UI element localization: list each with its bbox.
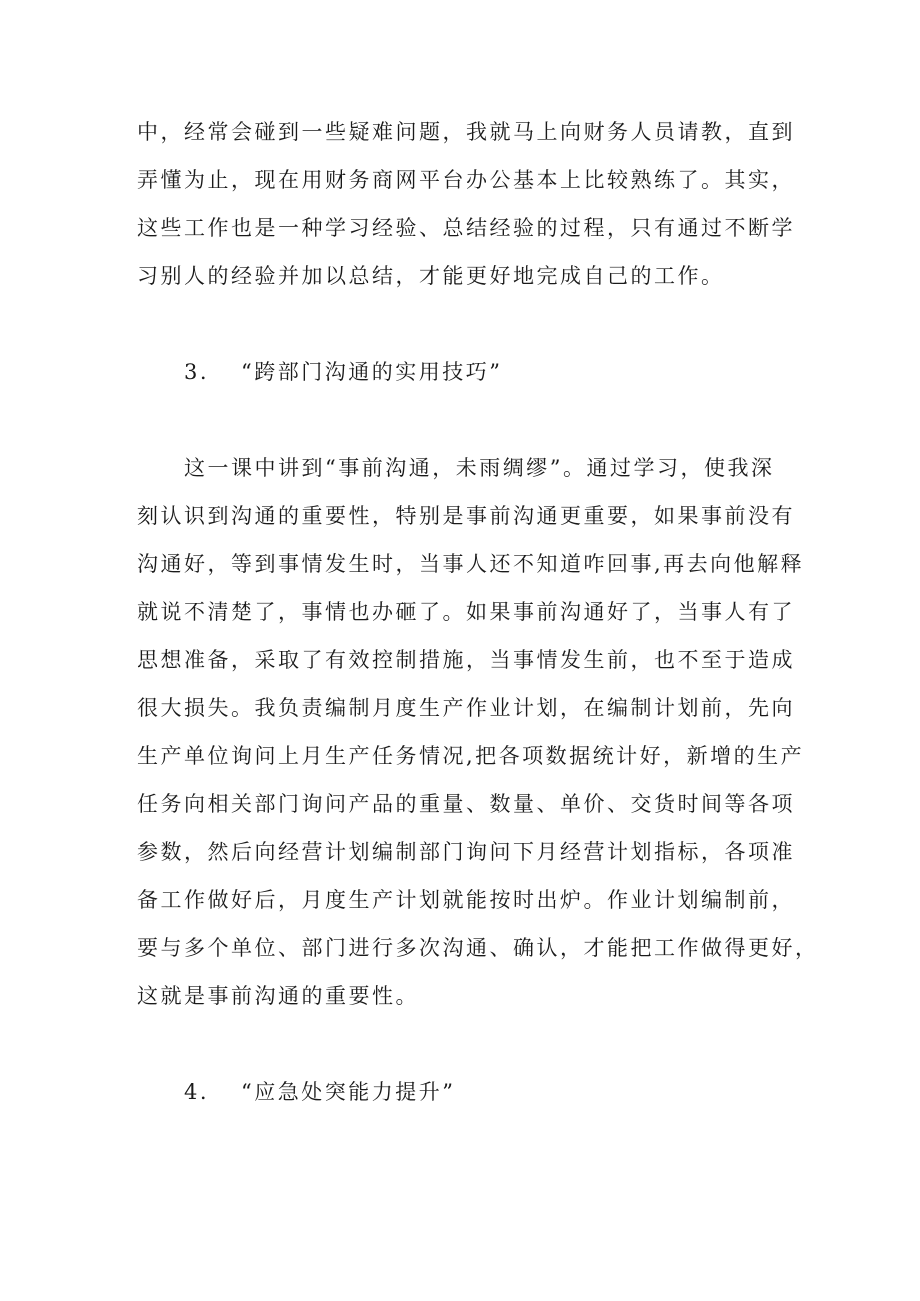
paragraph-2-line-7: 生产单位询问上月生产任务情况,把各项数据统计好，新增的生产 xyxy=(137,744,805,768)
paragraph-2-line-10: 备工作做好后，月度生产计划就能按时出炉。作业计划编制前， xyxy=(137,888,795,912)
paragraph-2-line-4: 就说不清楚了，事情也办砸了。如果事前沟通好了，当事人有了 xyxy=(137,600,795,624)
paragraph-1-line-4: 习别人的经验并加以总结，才能更好地完成自己的工作。 xyxy=(137,264,725,288)
paragraph-2-line-11: 要与多个单位、部门进行多次沟通、确认，才能把工作做得更好， xyxy=(137,936,819,960)
paragraph-2-line-3: 沟通好，等到事情发生时，当事人还不知道咋回事,再去向他解释 xyxy=(137,552,805,576)
paragraph-1-line-2: 弄懂为止，现在用财务商网平台办公基本上比较熟练了。其实， xyxy=(137,168,795,192)
section-3-title: “跨部门沟通的实用技巧” xyxy=(241,360,503,384)
paragraph-2-line-12: 这就是事前沟通的重要性。 xyxy=(137,984,419,1008)
section-4-heading xyxy=(184,1077,455,1107)
paragraph-2-line-9: 参数，然后向经营计划编制部门询问下月经营计划指标，各项准 xyxy=(137,840,795,864)
paragraph-1-line-3: 这些工作也是一种学习经验、总结经验的过程，只有通过不断学 xyxy=(137,216,795,240)
section-3-heading xyxy=(184,357,502,387)
section-4-number: 4. xyxy=(184,1080,210,1104)
paragraph-2-line-2: 刻认识到沟通的重要性，特别是事前沟通更重要，如果事前没有 xyxy=(137,504,795,528)
section-4-title: “应急处突能力提升” xyxy=(241,1080,456,1104)
paragraph-2-line-8: 任务向相关部门询问产品的重量、数量、单价、交货时间等各项 xyxy=(137,792,795,816)
paragraph-2-line-5: 思想准备，采取了有效控制措施，当事情发生前，也不至于造成 xyxy=(137,648,795,672)
paragraph-1-line-1: 中，经常会碰到一些疑难问题，我就马上向财务人员请教，直到 xyxy=(137,120,795,144)
section-3-number: 3. xyxy=(184,360,210,384)
paragraph-2-line-6: 很大损失。我负责编制月度生产作业计划，在编制计划前，先向 xyxy=(137,696,795,720)
paragraph-2-line-1: 这一课中讲到“事前沟通，未雨绸缪”。通过学习，使我深 xyxy=(184,456,775,480)
